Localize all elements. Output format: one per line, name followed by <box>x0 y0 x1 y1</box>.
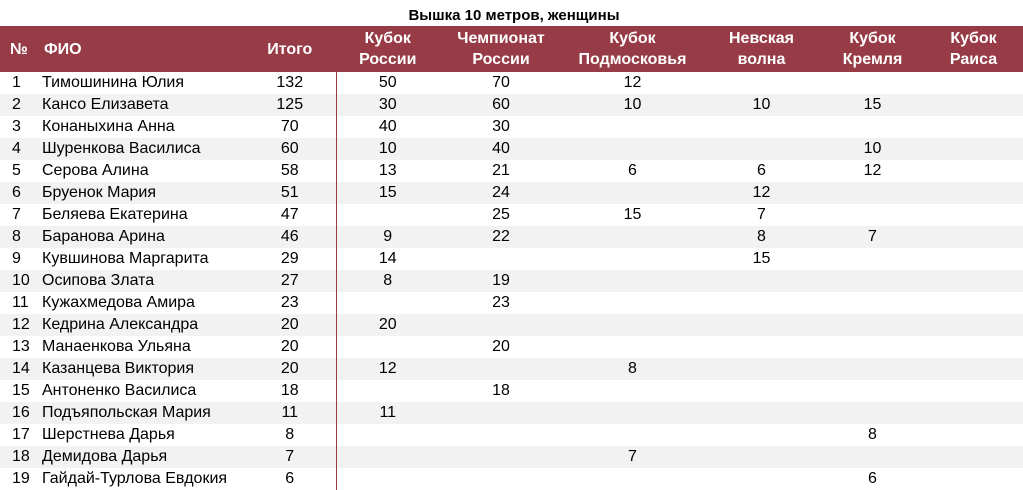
cell-total: 6 <box>244 468 336 490</box>
cell-kubok-podmoskovya <box>563 380 702 402</box>
cell-num: 11 <box>0 292 40 314</box>
cell-chempionat-rossii <box>439 248 563 270</box>
cell-chempionat-rossii: 22 <box>439 226 563 248</box>
cell-kubok-raisa <box>924 248 1023 270</box>
cell-chempionat-rossii <box>439 402 563 424</box>
cell-name: Кедрина Александра <box>40 314 244 336</box>
header-kubok-podmoskovya <box>563 26 702 72</box>
cell-kubok-podmoskovya <box>563 336 702 358</box>
cell-nevskaya-volna: 10 <box>702 94 821 116</box>
cell-kubok-kremlya <box>821 358 924 380</box>
cell-total: 18 <box>244 380 336 402</box>
table-row <box>0 226 1023 248</box>
cell-nevskaya-volna <box>702 336 821 358</box>
cell-total: 29 <box>244 248 336 270</box>
cell-kubok-rossii: 13 <box>336 160 439 182</box>
cell-num: 5 <box>0 160 40 182</box>
cell-kubok-raisa <box>924 446 1023 468</box>
cell-kubok-kremlya <box>821 116 924 138</box>
cell-name: Манаенкова Ульяна <box>40 336 244 358</box>
cell-nevskaya-volna: 8 <box>702 226 821 248</box>
cell-num: 16 <box>0 402 40 424</box>
cell-kubok-podmoskovya <box>563 314 702 336</box>
cell-kubok-raisa <box>924 314 1023 336</box>
header-line: Чемпионат <box>457 30 545 47</box>
table-row <box>0 160 1023 182</box>
cell-kubok-kremlya <box>821 292 924 314</box>
cell-kubok-rossii <box>336 424 439 446</box>
cell-kubok-podmoskovya: 12 <box>563 72 702 94</box>
cell-kubok-rossii <box>336 380 439 402</box>
cell-num: 4 <box>0 138 40 160</box>
cell-kubok-kremlya <box>821 204 924 226</box>
cell-kubok-kremlya: 12 <box>821 160 924 182</box>
cell-num: 10 <box>0 270 40 292</box>
page-title: Вышка 10 метров, женщины <box>408 7 620 24</box>
cell-total: 7 <box>244 446 336 468</box>
header-kubok-kremlya <box>821 26 924 72</box>
cell-nevskaya-volna: 7 <box>702 204 821 226</box>
cell-kubok-kremlya <box>821 182 924 204</box>
cell-name: Кужахмедова Амира <box>40 292 244 314</box>
cell-chempionat-rossii: 18 <box>439 380 563 402</box>
cell-kubok-podmoskovya <box>563 248 702 270</box>
cell-total: 27 <box>244 270 336 292</box>
cell-kubok-rossii <box>336 204 439 226</box>
table-row <box>0 446 1023 468</box>
cell-kubok-kremlya <box>821 380 924 402</box>
cell-nevskaya-volna <box>702 358 821 380</box>
table-row <box>0 204 1023 226</box>
cell-name: Антоненко Василиса <box>40 380 244 402</box>
cell-kubok-raisa <box>924 94 1023 116</box>
cell-name: Беляева Екатерина <box>40 204 244 226</box>
cell-nevskaya-volna <box>702 116 821 138</box>
cell-kubok-raisa <box>924 358 1023 380</box>
cell-kubok-raisa <box>924 138 1023 160</box>
cell-chempionat-rossii: 21 <box>439 160 563 182</box>
cell-kubok-podmoskovya: 10 <box>563 94 702 116</box>
cell-total: 11 <box>244 402 336 424</box>
cell-nevskaya-volna <box>702 424 821 446</box>
cell-kubok-kremlya: 7 <box>821 226 924 248</box>
header-chempionat-rossii <box>439 26 563 72</box>
cell-chempionat-rossii <box>439 446 563 468</box>
header-line: волна <box>737 51 786 68</box>
cell-kubok-raisa <box>924 226 1023 248</box>
cell-kubok-podmoskovya <box>563 402 702 424</box>
cell-kubok-podmoskovya <box>563 292 702 314</box>
cell-nevskaya-volna: 6 <box>702 160 821 182</box>
header-line: Кубок <box>849 30 896 47</box>
cell-kubok-rossii <box>336 336 439 358</box>
cell-num: 15 <box>0 380 40 402</box>
cell-name: Серова Алина <box>40 160 244 182</box>
header-line: Подмосковья <box>578 51 687 68</box>
cell-nevskaya-volna: 15 <box>702 248 821 270</box>
cell-total: 20 <box>244 358 336 380</box>
cell-name: Гайдай-Турлова Евдокия <box>40 468 244 490</box>
cell-kubok-kremlya: 15 <box>821 94 924 116</box>
cell-kubok-kremlya <box>821 248 924 270</box>
cell-num: 7 <box>0 204 40 226</box>
cell-chempionat-rossii: 24 <box>439 182 563 204</box>
cell-kubok-raisa <box>924 160 1023 182</box>
cell-kubok-raisa <box>924 336 1023 358</box>
cell-kubok-podmoskovya <box>563 116 702 138</box>
cell-name: Тимошинина Юлия <box>40 72 244 94</box>
table-row <box>0 94 1023 116</box>
table-row <box>0 182 1023 204</box>
header-total: Итого <box>244 26 336 72</box>
cell-nevskaya-volna <box>702 72 821 94</box>
cell-num: 8 <box>0 226 40 248</box>
header-nevskaya-volna <box>702 26 821 72</box>
header-name: ФИО <box>40 26 244 72</box>
cell-nevskaya-volna <box>702 380 821 402</box>
cell-nevskaya-volna <box>702 270 821 292</box>
cell-kubok-rossii: 10 <box>336 138 439 160</box>
cell-name: Подъяпольская Мария <box>40 402 244 424</box>
cell-kubok-rossii: 15 <box>336 182 439 204</box>
cell-num: 2 <box>0 94 40 116</box>
table-row <box>0 314 1023 336</box>
cell-total: 46 <box>244 226 336 248</box>
cell-kubok-rossii: 30 <box>336 94 439 116</box>
cell-kubok-raisa <box>924 204 1023 226</box>
cell-chempionat-rossii: 23 <box>439 292 563 314</box>
cell-chempionat-rossii <box>439 424 563 446</box>
cell-kubok-raisa <box>924 72 1023 94</box>
header-line: Кубок <box>609 30 656 47</box>
cell-kubok-rossii: 50 <box>336 72 439 94</box>
header-line: Кремля <box>842 51 903 68</box>
cell-kubok-kremlya <box>821 314 924 336</box>
cell-total: 20 <box>244 314 336 336</box>
cell-kubok-rossii <box>336 292 439 314</box>
header-line: России <box>359 51 417 68</box>
cell-num: 3 <box>0 116 40 138</box>
table-row <box>0 72 1023 94</box>
table-row <box>0 336 1023 358</box>
cell-kubok-podmoskovya <box>563 270 702 292</box>
cell-kubok-podmoskovya <box>563 424 702 446</box>
cell-chempionat-rossii: 19 <box>439 270 563 292</box>
cell-name: Кансо Елизавета <box>40 94 244 116</box>
cell-kubok-rossii: 14 <box>336 248 439 270</box>
cell-kubok-raisa <box>924 380 1023 402</box>
table-row <box>0 138 1023 160</box>
cell-kubok-raisa <box>924 402 1023 424</box>
cell-num: 12 <box>0 314 40 336</box>
cell-chempionat-rossii <box>439 314 563 336</box>
table-row <box>0 402 1023 424</box>
cell-kubok-rossii <box>336 446 439 468</box>
cell-chempionat-rossii: 40 <box>439 138 563 160</box>
cell-name: Шуренкова Василиса <box>40 138 244 160</box>
cell-total: 47 <box>244 204 336 226</box>
cell-total: 8 <box>244 424 336 446</box>
cell-kubok-kremlya: 6 <box>821 468 924 490</box>
header-line: России <box>472 51 530 68</box>
cell-name: Кувшинова Маргарита <box>40 248 244 270</box>
cell-kubok-rossii: 20 <box>336 314 439 336</box>
cell-kubok-raisa <box>924 116 1023 138</box>
cell-kubok-kremlya <box>821 402 924 424</box>
cell-nevskaya-volna <box>702 314 821 336</box>
cell-nevskaya-volna <box>702 292 821 314</box>
cell-kubok-raisa <box>924 182 1023 204</box>
cell-kubok-kremlya: 10 <box>821 138 924 160</box>
cell-chempionat-rossii: 70 <box>439 72 563 94</box>
cell-name: Шерстнева Дарья <box>40 424 244 446</box>
cell-total: 132 <box>244 72 336 94</box>
cell-name: Конаныхина Анна <box>40 116 244 138</box>
cell-nevskaya-volna <box>702 138 821 160</box>
table-row <box>0 248 1023 270</box>
cell-kubok-rossii: 11 <box>336 402 439 424</box>
results-table <box>0 26 1023 490</box>
cell-num: 1 <box>0 72 40 94</box>
cell-chempionat-rossii: 30 <box>439 116 563 138</box>
cell-num: 14 <box>0 358 40 380</box>
cell-kubok-kremlya <box>821 270 924 292</box>
table-row <box>0 380 1023 402</box>
cell-num: 6 <box>0 182 40 204</box>
cell-total: 23 <box>244 292 336 314</box>
cell-name: Баранова Арина <box>40 226 244 248</box>
cell-kubok-rossii: 9 <box>336 226 439 248</box>
cell-name: Бруенок Мария <box>40 182 244 204</box>
cell-name: Казанцева Виктория <box>40 358 244 380</box>
cell-total: 58 <box>244 160 336 182</box>
cell-kubok-rossii: 40 <box>336 116 439 138</box>
header-line: Кубок <box>364 30 411 47</box>
cell-kubok-rossii: 8 <box>336 270 439 292</box>
cell-kubok-raisa <box>924 292 1023 314</box>
cell-nevskaya-volna <box>702 446 821 468</box>
cell-kubok-kremlya <box>821 336 924 358</box>
cell-kubok-kremlya <box>821 72 924 94</box>
table-row <box>0 270 1023 292</box>
table-row <box>0 116 1023 138</box>
cell-kubok-podmoskovya: 15 <box>563 204 702 226</box>
table-row <box>0 292 1023 314</box>
cell-kubok-podmoskovya <box>563 226 702 248</box>
cell-total: 60 <box>244 138 336 160</box>
cell-kubok-podmoskovya <box>563 138 702 160</box>
cell-kubok-podmoskovya: 8 <box>563 358 702 380</box>
cell-kubok-raisa <box>924 424 1023 446</box>
header-kubok-rossii <box>336 26 439 72</box>
cell-kubok-rossii: 12 <box>336 358 439 380</box>
header-line: Невская <box>728 30 795 47</box>
cell-kubok-kremlya <box>821 446 924 468</box>
table-row <box>0 358 1023 380</box>
cell-num: 9 <box>0 248 40 270</box>
header-num: № <box>0 26 40 72</box>
cell-kubok-kremlya: 8 <box>821 424 924 446</box>
cell-total: 125 <box>244 94 336 116</box>
cell-chempionat-rossii: 25 <box>439 204 563 226</box>
cell-name: Демидова Дарья <box>40 446 244 468</box>
header-line: Кубок <box>950 30 997 47</box>
cell-kubok-podmoskovya: 6 <box>563 160 702 182</box>
cell-kubok-podmoskovya: 7 <box>563 446 702 468</box>
header-kubok-raisa <box>924 26 1023 72</box>
cell-chempionat-rossii: 20 <box>439 336 563 358</box>
cell-num: 18 <box>0 446 40 468</box>
cell-nevskaya-volna: 12 <box>702 182 821 204</box>
cell-total: 51 <box>244 182 336 204</box>
header-line: Раиса <box>949 51 998 68</box>
cell-kubok-podmoskovya <box>563 182 702 204</box>
cell-name: Осипова Злата <box>40 270 244 292</box>
cell-num: 17 <box>0 424 40 446</box>
cell-chempionat-rossii <box>439 358 563 380</box>
table-row <box>0 424 1023 446</box>
cell-kubok-raisa <box>924 270 1023 292</box>
cell-total: 70 <box>244 116 336 138</box>
cell-chempionat-rossii: 60 <box>439 94 563 116</box>
cell-num: 19 <box>0 468 40 490</box>
cell-total: 20 <box>244 336 336 358</box>
cell-num: 13 <box>0 336 40 358</box>
cell-nevskaya-volna <box>702 402 821 424</box>
header-row <box>0 26 1023 72</box>
